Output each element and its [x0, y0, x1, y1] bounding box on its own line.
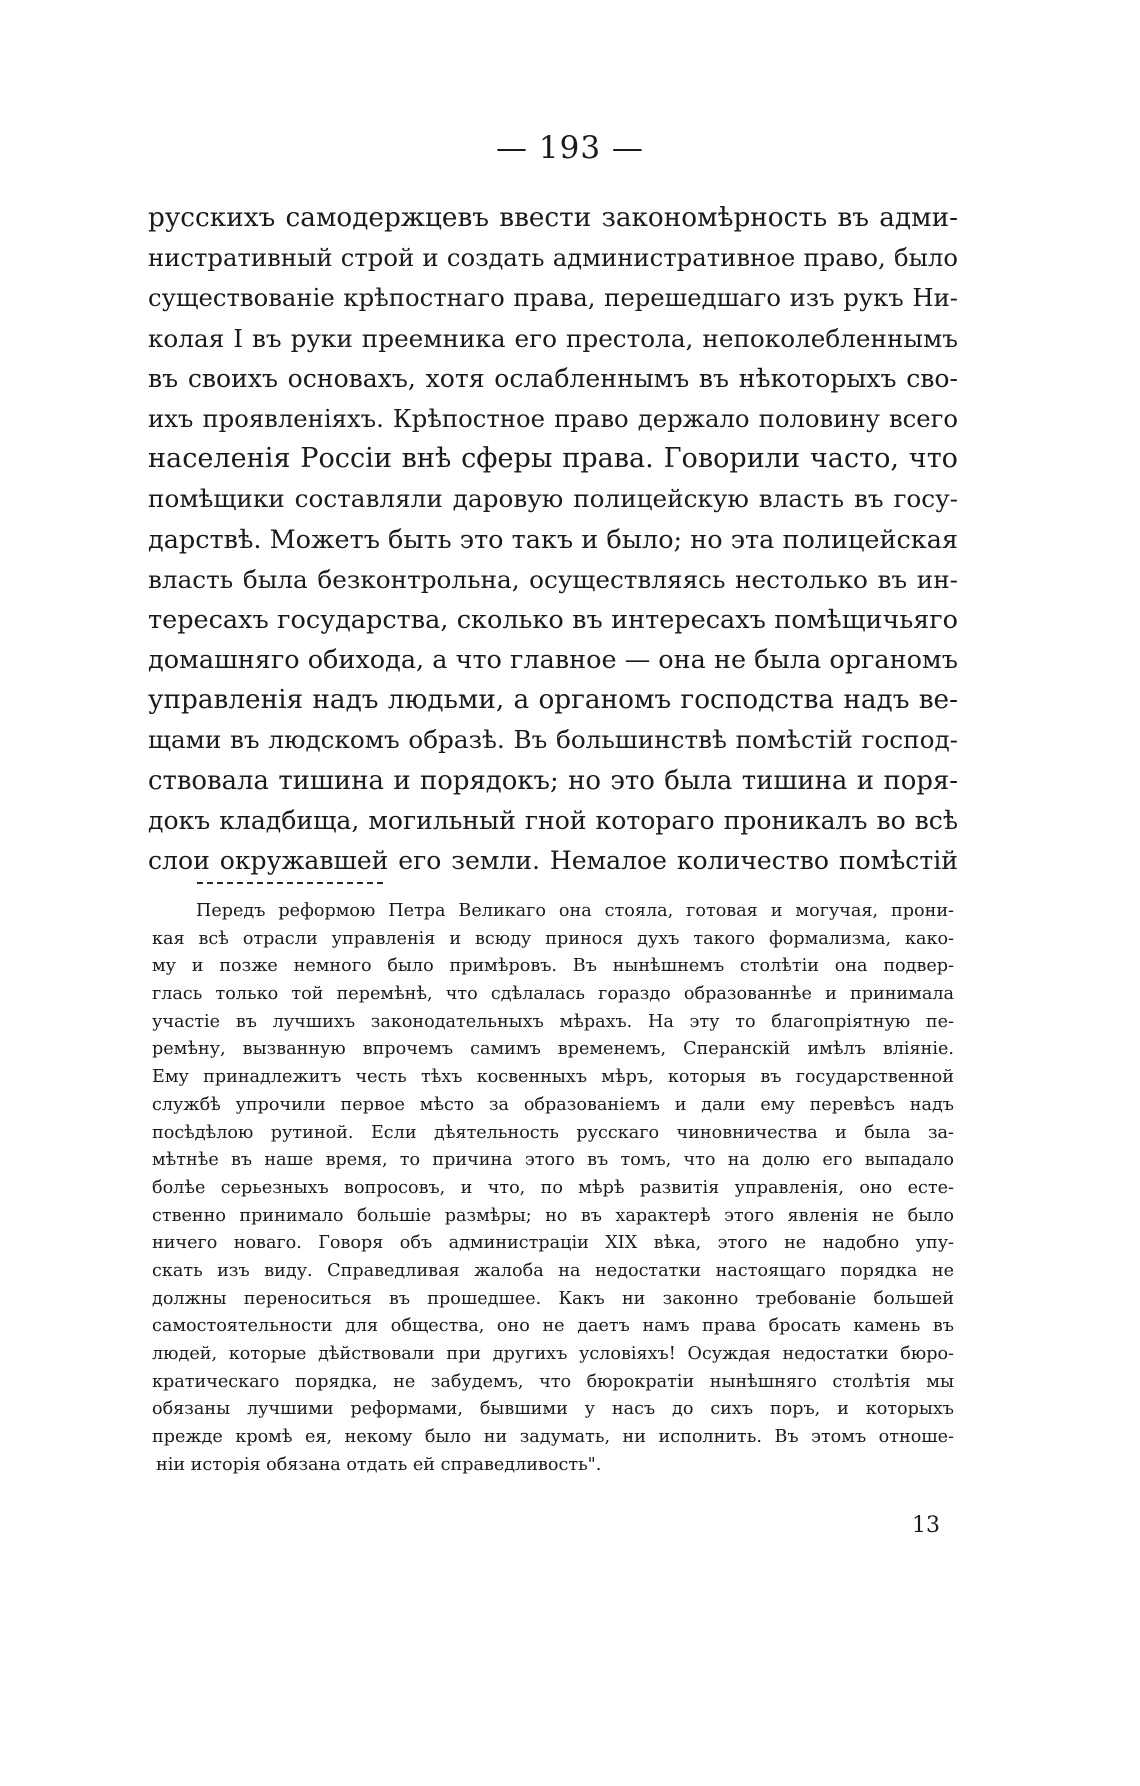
- footnote-line: службѣ упрочили первое мѣсто за образованіемъ и дали ему перевѣсъ надъ: [152, 1094, 954, 1115]
- main-text-line: докъ кладбища, могильный гной котораго проникалъ во всѣ: [148, 805, 958, 835]
- page-number: — 193 —: [496, 130, 644, 166]
- main-text-line: въ своихъ основахъ, хотя ослабленнымъ въ нѣкоторыхъ сво-: [148, 363, 958, 393]
- main-text-line: управленія надъ людьми, а органомъ господства надъ ве-: [148, 685, 958, 716]
- main-text-line: помѣщики составляли даровую полицейскую власть въ госу-: [148, 484, 958, 514]
- main-text-line: щами въ людскомъ образѣ. Въ большинствѣ помѣстій господ-: [148, 725, 958, 755]
- footnote-block: [152, 898, 954, 1479]
- footnote-line: ственно принимало большіе размѣры; но въ характерѣ этого явленія не было: [152, 1205, 954, 1226]
- footnote-line: посѣдѣлою рутиной. Если дѣятельность русскаго чиновничества и была за-: [152, 1122, 954, 1143]
- footnote-line: Ему принадлежитъ честь тѣхъ косвенныхъ мѣръ, которыя въ государственной: [152, 1067, 954, 1088]
- footnote-line: прежде кромѣ ея, некому было ни задумать, ни исполнить. Въ этомъ отноше-: [152, 1427, 954, 1448]
- main-text-line: тересахъ государства, сколько въ интересахъ помѣщичьяго: [148, 604, 958, 635]
- footnote-line: глась только той перемѣнѣ, что сдѣлалась гораздо образованнѣе и принимала: [152, 984, 954, 1005]
- footnote-line: Передъ реформою Петра Великаго она стояла, готовая и могучая, прони-: [196, 901, 954, 921]
- footnote-line: болѣе серьезныхъ вопросовъ, и что, по мѣрѣ развитія управленія, оно есте-: [152, 1177, 954, 1198]
- footnote-separator: [197, 882, 383, 884]
- main-text-line: нистративный строй и создать административное право, было: [148, 243, 958, 273]
- footnote-line: мѣтнѣе въ наше время, то причина этого въ томъ, что на долю его выпадало: [152, 1150, 954, 1171]
- footnote-line: му и позже немного было примѣровъ. Въ нынѣшнемъ столѣтіи она подвер-: [152, 956, 954, 977]
- main-text-line: колая I въ руки преемника его престола, непоколебленнымъ: [148, 323, 958, 353]
- main-text-line: существованіе крѣпостнаго права, перешедшаго изъ рукъ Ни-: [148, 283, 958, 313]
- footnote-line: должны переноситься въ прошедшее. Какъ ни законно требованіе большей: [152, 1288, 954, 1309]
- footnote-line: кратическаго порядка, не забудемъ, что бюрократіи нынѣшняго столѣтія мы: [152, 1371, 954, 1392]
- footnote-line: обязаны лучшими реформами, бывшими у насъ до сихъ поръ, и которыхъ: [152, 1399, 954, 1420]
- footnote-line: ремѣну, вызванную впрочемъ самимъ временемъ, Сперанскій имѣлъ вліяніе.: [152, 1039, 954, 1060]
- footnote-line: людей, которые дѣйствовали при другихъ условіяхъ! Осуждая недостатки бюро-: [152, 1344, 954, 1364]
- footnote-line: кая всѣ отрасли управленія и всюду принося духъ такого формализма, како-: [152, 928, 954, 949]
- footnote-line: ничего новаго. Говоря объ администраціи XIX вѣка, этого не надобно упу-: [152, 1233, 954, 1254]
- main-text-line: домашняго обихода, а что главное — она не была органомъ: [148, 645, 958, 676]
- main-text-line: власть была безконтрольна, осуществляясь нестолько въ ин-: [148, 564, 958, 594]
- footnote-line: скать изъ виду. Справедливая жалоба на недостатки настоящаго порядка не: [152, 1260, 954, 1281]
- signature-mark: 13: [912, 1513, 940, 1538]
- main-text-block: [148, 198, 958, 881]
- main-text-line: ствовала тишина и порядокъ; но это была тишина и поря-: [148, 765, 958, 796]
- main-text-line: слои окружавшей его земли. Немалое количество помѣстій: [148, 846, 958, 875]
- main-text-line: дарствѣ. Можетъ быть это такъ и было; но эта полицейская: [148, 524, 958, 555]
- main-text-line: ихъ проявленіяхъ. Крѣпостное право держало половину всего: [148, 403, 958, 433]
- footnote-line: участіе въ лучшихъ законодательныхъ мѣрахъ. На эту то благопріятную пе-: [152, 1011, 954, 1032]
- main-text-line: русскихъ самодержцевъ ввести закономѣрность въ адми-: [148, 203, 958, 233]
- main-text-line: населенія Россіи внѣ сферы права. Говорили часто, что: [148, 443, 958, 475]
- footnote-line: ніи исторія обязана отдать ей справедливость".: [156, 1454, 602, 1475]
- footnote-line: самостоятельности для общества, оно не даетъ намъ права бросать камень въ: [152, 1316, 954, 1337]
